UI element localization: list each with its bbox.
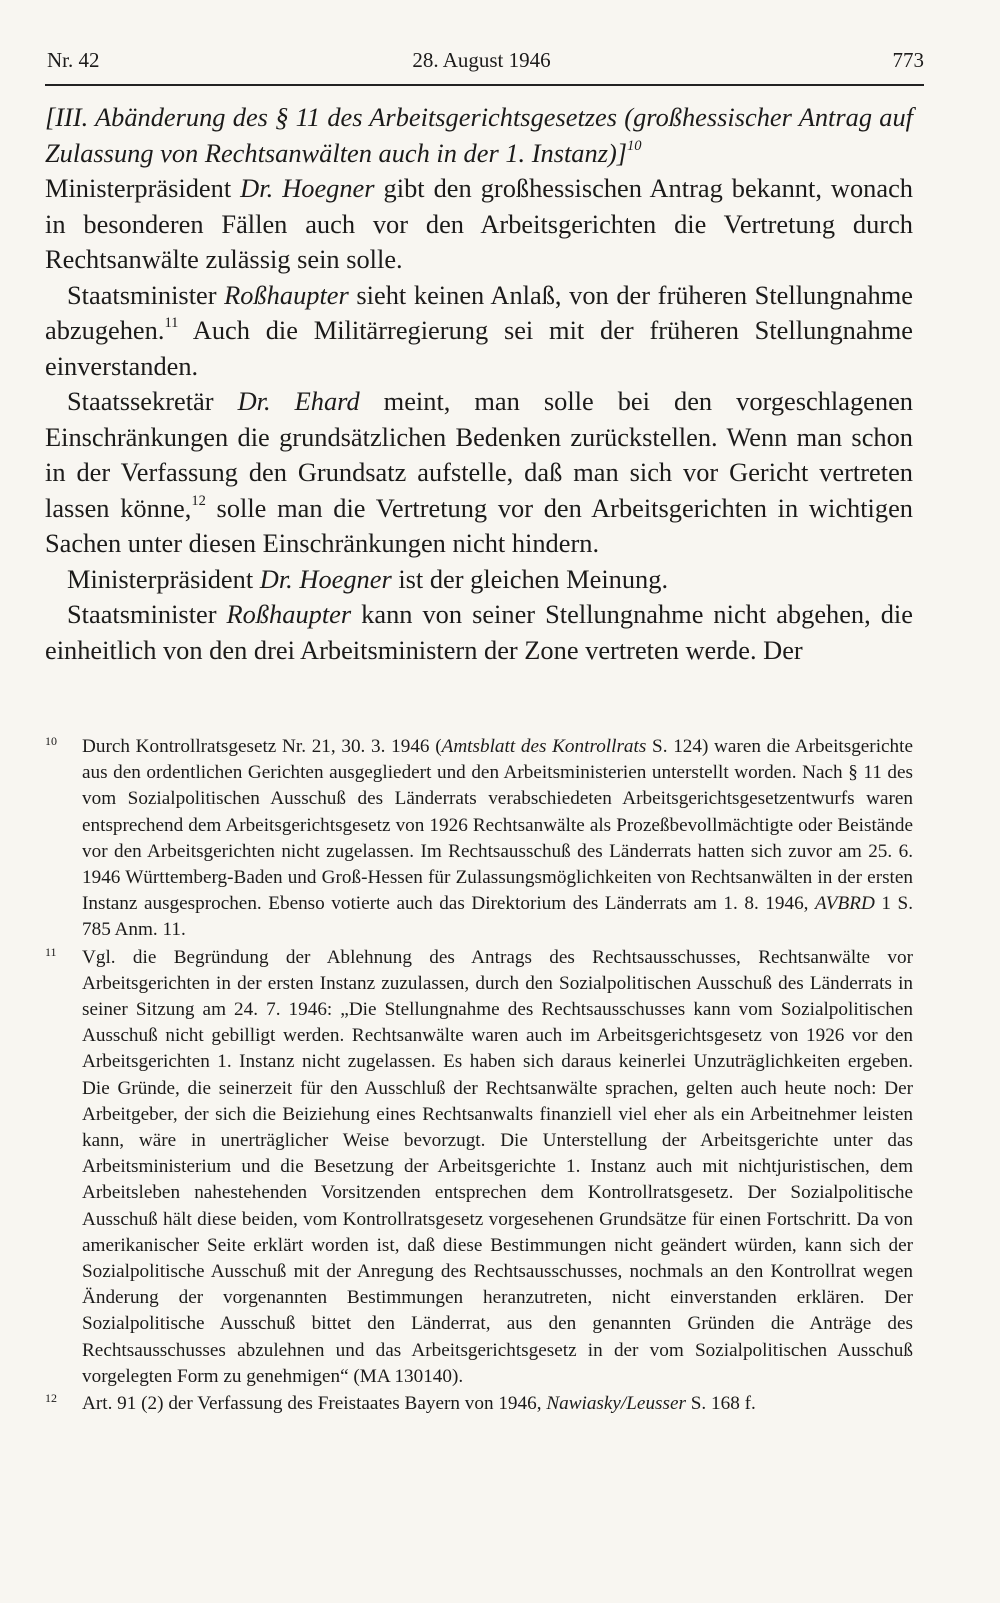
paragraph-4 bbox=[45, 562, 913, 598]
p3-text-a: Staatssekretär bbox=[67, 386, 238, 416]
footnote-source-title: Nawiasky/Leusser bbox=[546, 1393, 686, 1415]
footnote-source-title: AVBRD bbox=[815, 893, 875, 915]
p3-text-c: solle man die Vertretung vor den Arbeitsgerichten in wichtigen Sachen unter diesen Einschränkungen nicht hindern. bbox=[45, 492, 913, 558]
p1-space bbox=[273, 173, 282, 203]
page-content bbox=[45, 0, 924, 1603]
p2-text-c: Auch die Militärregierung sei mit der früheren Stellungnahme einverstanden. bbox=[45, 315, 913, 381]
p3-person-name: Ehard bbox=[294, 386, 360, 416]
p3-space bbox=[271, 386, 295, 416]
footnote-12 bbox=[45, 1391, 913, 1417]
footnote-ref-12: 12 bbox=[191, 492, 206, 509]
p1-title: Dr. bbox=[240, 173, 274, 203]
footnote-ref-11: 11 bbox=[164, 315, 179, 332]
p5-text-b: kann von seiner Stellungnahme nicht abgehen, die einheitlich von den drei Arbeitsministern der Zone vertreten werde. Der bbox=[45, 599, 913, 665]
paragraph-3 bbox=[45, 384, 913, 562]
paragraph-5 bbox=[45, 597, 913, 668]
footnote-text: Art. 91 (2) der Verfassung des Freistaates Bayern von 1946, bbox=[82, 1393, 547, 1415]
footnote-11 bbox=[45, 945, 913, 1390]
footnote-text: S. 168 f. bbox=[685, 1393, 756, 1415]
p4-text-b: ist der gleichen Meinung. bbox=[391, 563, 669, 594]
p3-title: Dr. bbox=[237, 386, 271, 416]
footnote-10 bbox=[45, 734, 913, 944]
p4-title: Dr. bbox=[259, 563, 293, 594]
page-number: 773 bbox=[892, 48, 924, 72]
p1-person-name: Hoegner bbox=[282, 173, 375, 203]
p4-person-name: Hoegner bbox=[299, 563, 392, 594]
header-date: 28. August 1946 bbox=[412, 48, 551, 72]
main-text bbox=[45, 100, 913, 668]
footnote-source-title: Amtsblatt des Kontrollrats bbox=[441, 736, 647, 757]
footnote-number: 12 bbox=[45, 1391, 57, 1406]
p3-text-b: meint, man solle bei den vorgeschlagenen Einschränkungen die grundsätzlichen Bedenken zurückstellen. Wenn man schon in der Verfassung den Grundsatz aufstelle, daß man sich vor Gericht vertreten lassen könne, bbox=[45, 386, 913, 523]
paragraph-2 bbox=[45, 278, 913, 385]
footnote-text: Durch Kontrollratsgesetz Nr. 21, 30. 3. 1946 ( bbox=[82, 736, 442, 757]
footnote-ref-10: 10 bbox=[627, 137, 642, 154]
paragraph-1 bbox=[45, 171, 913, 278]
footnote-text: S. 124) waren die Arbeitsgerichte aus den ordentlichen Gerichten ausgegliedert und den Arbeitsministerien unterstellt worden. Nach § 11 des vom Sozialpolitischen Ausschuß des Länderrats verabschiedeten Arbeitsgerichtsgesetzentwurfs waren entsprechend dem Arbeitsgerichtsgesetz von 1926 Rechtsanwälte als Prozeßbevollmächtigte oder Beistände vor den Arbeitsgerichten nicht zugelassen. Im Rechtsausschuß des Länderrats hatten sich zuvor am 25. 6. 1946 Württemberg-Baden und Groß-Hessen für Zulassungsmöglichkeiten von Rechtsanwälten in der ersten Instanz ausgesprochen. Ebenso votierte auch das Direktorium des Länderrats am 1. 8. 1946, bbox=[82, 736, 913, 915]
section-heading-text: [III. Abänderung des § 11 des Arbeitsgerichtsgesetzes (großhessischer Antrag auf Zulassung von Rechtsanwälten auch in der 1. Instanz)] bbox=[45, 102, 913, 168]
running-header bbox=[45, 44, 924, 76]
p4-text-a: Ministerpräsident bbox=[67, 563, 260, 594]
footnote-text: 1 S. 785 Anm. 11. bbox=[82, 893, 914, 941]
p2-text-b: sieht keinen Anlaß, von der früheren Stellungnahme abzugehen. bbox=[45, 279, 913, 345]
p5-text-a: Staatsminister bbox=[67, 599, 227, 629]
issue-number: Nr. 42 bbox=[47, 48, 100, 72]
footnote-text: Vgl. die Begründung der Ablehnung des Antrags des Rechtsausschusses, Rechtsanwälte vor Arbeitsgerichten in der ersten Instanz zuzulassen, durch den Sozialpolitischen Ausschuß des Länderrats in seiner Sitzung am 24. 7. 1946: „Die Stellungnahme des Rechtsausschusses kann vom Sozialpolitischen Ausschuß nicht gebilligt werden. Rechtsanwälte waren auch im Arbeitsgerichtsgesetz von 1926 vor den Arbeitsgerichten 1. Instanz nicht zugelassen. Es haben sich daraus keinerlei Unzuträglichkeiten ergeben. Die Gründe, die seinerzeit für den Ausschluß der Rechtsanwälte sprachen, gelten auch heute noch: Der Arbeitgeber, der sich die Beiziehung eines Rechtsanwalts finanziell viel eher als ein Arbeitnehmer leisten kann, wäre in unerträglicher Weise bevorzugt. Die Unterstellung der Arbeitsgerichte unter das Arbeitsministerium und die Besetzung der Arbeitsgerichte 1. Instanz auch mit nichtjuristischen, dem Arbeitsleben nahestehenden Vorsitzenden entsprechen dem Kontrollratsgesetz. Der Sozialpolitische Ausschuß hält diese beiden, vom Kontrollratsgesetz vorgesehenen Grundsätze für einen Fortschritt. Da von amerikanischer Seite erklärt worden ist, daß diese Bestimmungen nicht geändert würden, kann sich der Sozialpolitische Ausschuß mit der Anregung des Rechtsausschusses, nochmals an den Kontrollrat wegen Änderung der vorgenannten Bestimmungen heranzutreten, nicht einverstanden erklären. Der Sozialpolitische Ausschuß bittet den Länderrat, aus den genannten Gründen die Anträge des Rechtsausschusses abzulehnen und das Arbeitsgerichtsgesetz in der vom Sozialpolitischen Ausschuß vorgelegten Form zu genehmigen“ (MA 130140). bbox=[82, 946, 913, 1387]
footnote-number: 11 bbox=[45, 944, 57, 959]
header-rule bbox=[45, 84, 924, 86]
p2-text-a: Staatsminister bbox=[67, 279, 225, 310]
p5-person-name: Roßhaupter bbox=[226, 599, 352, 629]
footnote-number: 10 bbox=[45, 734, 57, 748]
footnotes bbox=[45, 734, 913, 1417]
p2-person-name: Roßhaupter bbox=[224, 279, 349, 310]
section-heading bbox=[45, 100, 913, 171]
p1-text-b: gibt den großhessischen Antrag bekannt, wonach in besonderen Fällen auch vor den Arbeitsgerichten die Vertretung durch Rechtsanwälte zulässig sein solle. bbox=[45, 173, 913, 274]
p1-text-a: Ministerpräsident bbox=[45, 173, 241, 203]
